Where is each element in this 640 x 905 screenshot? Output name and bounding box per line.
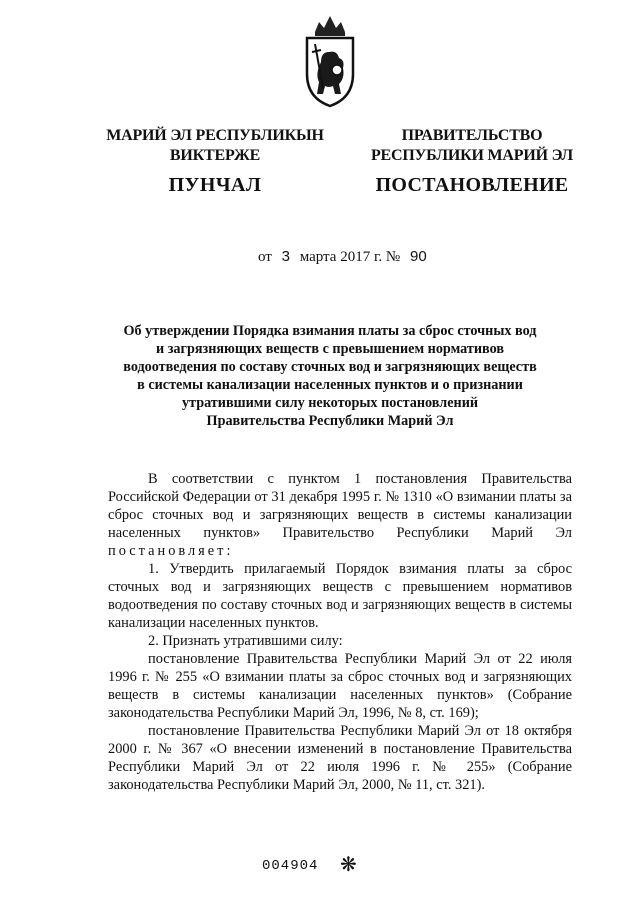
title-line: и загрязняющих веществ с превышением нормативов — [155, 341, 504, 357]
header-left-line1: МАРИЙ ЭЛ РЕСПУБЛИКЫН — [106, 127, 324, 144]
document-body — [108, 470, 572, 794]
document-title — [110, 322, 550, 430]
title-line: водоотведения по составу сточных вод и загрязняющих веществ — [123, 359, 537, 375]
date-month-year: марта 2017 г. № — [299, 249, 401, 265]
header-left — [100, 126, 330, 166]
document-type-mari: ПУНЧАЛ — [168, 174, 262, 196]
title-line: Правительства Республики Марий Эл — [206, 413, 454, 429]
serial-number: 004904 — [262, 858, 319, 874]
document-number: 90 — [409, 248, 427, 265]
title-line: Об утверждении Порядка взимания платы за сброс сточных вод — [123, 323, 537, 339]
header-right-line2: РЕСПУБЛИКИ МАРИЙ ЭЛ — [370, 147, 574, 164]
header-left-line2: ВИКТЕРЖЕ — [169, 147, 261, 164]
title-line: утратившими силу некоторых постановлений — [181, 395, 479, 411]
header-right — [352, 126, 592, 166]
preamble-text: В соответствии с пунктом 1 постановления Правительства Российской Федерации от 31 декабря 1995 г. № 1310 «О взимании платы за сброс сточных вод и загрязняющих веществ в системы канализации населенных пунктов» Правительство Республики Марий Эл — [108, 471, 572, 541]
date-prefix: от — [258, 249, 272, 265]
asterisk-mark-icon: ❋ — [340, 854, 357, 876]
document-type-russian: ПОСТАНОВЛЕНИЕ — [375, 174, 569, 196]
resolves-word: постановляет: — [108, 543, 234, 559]
body-paragraph-repealed-1: постановление Правительства Республики Марий Эл от 22 июля 1996 г. № 255 «О взимании платы за сброс сточных вод и загрязняющих веществ в системы канализации населенных пунктов» (Собрание законодательства Республики Марий Эл, 1996, № 8, ст. 169); — [108, 651, 572, 721]
date-line — [258, 247, 433, 267]
date-day: 3 — [281, 248, 290, 265]
body-paragraph-repealed-2: постановление Правительства Республики Марий Эл от 18 октября 2000 г. № 367 «О внесении изменений в постановление Правительства Республики Марий Эл от 22 июля 1996 г. № 255» (Собрание законодательства Республики Марий Эл, 2000, № 11, ст. 321). — [108, 723, 572, 793]
body-paragraph-item2: 2. Признать утратившими силу: — [148, 633, 343, 649]
title-line: в системы канализации населенных пунктов и о признании — [137, 377, 523, 393]
body-paragraph-item1: 1. Утвердить прилагаемый Порядок взимания платы за сброс сточных вод и загрязняющих веществ с превышением нормативов водоотведения по составу сточных вод и загрязняющих веществ в системы канализации населенных пунктов. — [108, 561, 572, 631]
coat-of-arms-icon — [301, 12, 359, 108]
body-paragraph-preamble — [108, 470, 572, 560]
header-right-line1: ПРАВИТЕЛЬСТВО — [401, 127, 543, 144]
